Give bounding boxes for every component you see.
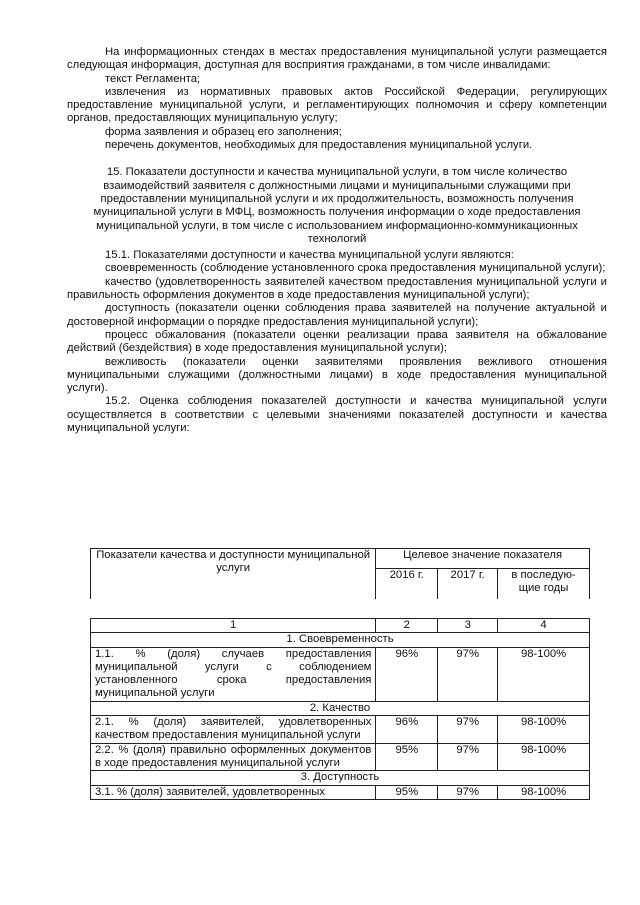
value-2017: 97% (438, 743, 498, 771)
value-2017: 97% (438, 716, 498, 744)
table-row (91, 647, 590, 701)
indicator-label: 3.1. % (доля) заявителей, удовлетворенных (91, 785, 376, 799)
paragraph: форма заявления и образец его заполнения; (105, 125, 342, 138)
indicator-label: 1.1. % (доля) случаев предоставления муниципальной услуги с соблюдением установленного срока предоставления муниципальной услуги (91, 647, 376, 701)
paragraph: текст Регламента; (105, 72, 201, 85)
paragraph: вежливость (показатели оценки заявителями проявления вежливого отношения муниципальными служащими (должностными лицами) в ходе предоставления муниципальной услуги). (67, 355, 607, 395)
paragraph: качество (удовлетворенность заявителей качеством предоставления муниципальной услуги и правильность оформления документов в ходе предоставления муниципальной услуги); (67, 275, 607, 302)
value-2016: 96% (376, 716, 438, 744)
header-year: 2016 г. (376, 569, 438, 599)
value-2016: 96% (376, 647, 438, 701)
paragraph: перечень документов, необходимых для предоставления муниципальной услуги. (105, 139, 533, 152)
document-text (67, 46, 607, 435)
header-target: Целевое значение показателя (376, 549, 590, 569)
paragraph: На информационных стендах в местах предоставления муниципальной услуги размещается следующая информация, доступная для восприятия гражданами, в том числе инвалидами: (67, 46, 607, 72)
section-heading: 15. Показатели доступности и качества муниципальной услуги, в том числе количество взаимодействий заявителя с должностными лицами и муниципальными служащими при предоставлении муниципальной услуги и их продолжительность, возможность получения муниципальной услуги в МФЦ, возможность получения информации о ходе предоставления муниципальной услуги, в том числе с использованием информационно-коммуникационных технологий (93, 166, 581, 245)
section-row (91, 771, 590, 785)
indicators-table (90, 618, 590, 800)
paragraph: своевременность (соблюдение установленного срока предоставления муниципальной услуги); (105, 262, 606, 275)
value-next: 98-100% (498, 785, 590, 799)
paragraph: процесс обжалования (показатели оценки реализации права заявителя на обжалование действий (бездействия) в ходе предоставления муниципальной услуги); (67, 328, 607, 355)
paragraph: извлечения из нормативных правовых актов Российской Федерации, регулирующих предоставление муниципальной услуги, и регламентирующих полномочия и сферу компетенции органов, предоставляющих муниципальную услугу; (67, 85, 607, 125)
table-row (91, 743, 590, 771)
col-number: 1 (91, 619, 376, 633)
paragraph: 15.2. Оценка соблюдения показателей доступности и качества муниципальной услуги осуществляется в соответствии с целевыми значениями показателей доступности и качества муниципальной услуги: (67, 395, 607, 435)
table-row (91, 716, 590, 744)
indicator-label: 2.1. % (доля) заявителей, удовлетворенных качеством предоставления муниципальной услуги (91, 716, 376, 744)
table-header (90, 548, 590, 599)
value-2017: 97% (438, 647, 498, 701)
col-number: 3 (438, 619, 498, 633)
table-row (91, 619, 590, 633)
value-2016: 95% (376, 785, 438, 799)
section-title: 1. Своевременность (91, 633, 590, 647)
section-title: 2. Качество (91, 701, 590, 715)
header-year: в последую-щие годы (498, 569, 590, 599)
section-row (91, 633, 590, 647)
section-title: 3. Доступность (91, 771, 590, 785)
section-row (91, 701, 590, 715)
col-number: 4 (498, 619, 590, 633)
table-row (91, 785, 590, 799)
value-2016: 95% (376, 743, 438, 771)
paragraph: 15.1. Показателями доступности и качества муниципальной услуги являются: (105, 249, 514, 262)
header-indicator: Показатели качества и доступности муниципальной услуги (91, 549, 376, 599)
value-next: 98-100% (498, 716, 590, 744)
value-next: 98-100% (498, 743, 590, 771)
header-year: 2017 г. (438, 569, 498, 599)
col-number: 2 (376, 619, 438, 633)
indicator-label: 2.2. % (доля) правильно оформленных документов в ходе предоставления муниципальной услуги (91, 743, 376, 771)
paragraph: доступность (показатели оценки соблюдения права заявителей на получение актуальной и достоверной информации о порядке предоставления муниципальной услуги); (67, 302, 607, 328)
value-2017: 97% (438, 785, 498, 799)
value-next: 98-100% (498, 647, 590, 701)
